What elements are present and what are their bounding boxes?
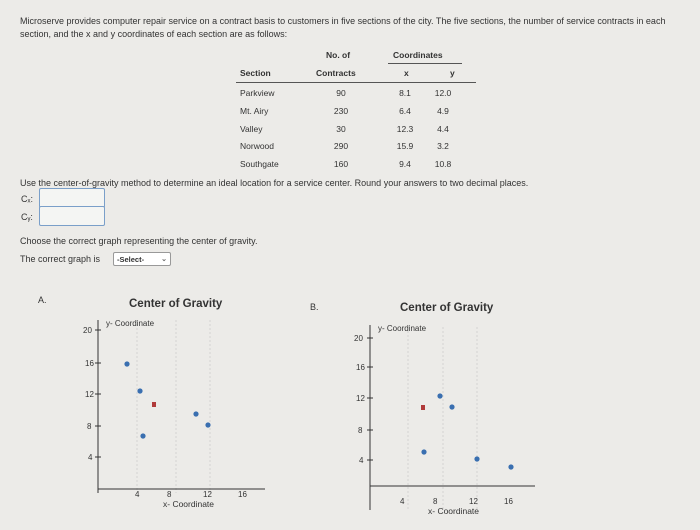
data-point [449,404,454,409]
option-a-graph[interactable] [60,290,290,520]
section-name: Mt. Airy [240,106,269,116]
correct-graph-label: The correct graph is [20,254,101,264]
y-tick-label: 20 [354,334,363,343]
chart-title: Center of Gravity [129,298,223,310]
choose-graph-text: Choose the correct graph representing the center of gravity. [20,236,258,246]
x-tick-label: 16 [504,497,513,506]
contracts-value: 160 [333,159,349,169]
table-header-rule [236,82,476,83]
contracts-value: 90 [336,88,346,98]
x-tick-label: 16 [238,490,247,499]
contracts-value: 290 [333,141,349,151]
x-value: 9.4 [399,159,411,169]
option-b-label: B. [310,302,319,312]
section-name: Parkview [240,88,275,98]
option-b-graph[interactable] [330,295,560,525]
center-point [421,405,425,410]
section-name: Norwood [240,141,275,151]
instruction-text: Use the center-of-gravity method to determine an ideal location for a service center. Round your answers to two decimal places. [20,178,529,188]
y-axis-title: y- Coordinate [378,324,427,333]
x-axis-title: x- Coordinate [163,499,215,509]
y-value: 12.0 [434,88,452,98]
option-a-gridlines [137,320,210,493]
y-tick-label: 16 [356,363,365,372]
y-tick-label: 4 [359,456,364,465]
cy-label: Cᵧ: [21,212,33,222]
data-point [124,361,129,366]
y-tick-label: 12 [85,390,94,399]
header-contracts-bottom: Contracts [316,68,356,78]
y-tick-label: 4 [88,453,93,462]
chart-title: Center of Gravity [400,302,494,314]
x-axis-title: x- Coordinate [428,506,480,516]
option-b-gridlines [408,327,477,510]
cy-input[interactable] [39,206,105,226]
x-tick-label: 4 [400,497,405,506]
contracts-value: 30 [336,124,346,134]
x-tick-label: 8 [433,497,438,506]
x-value: 15.9 [396,141,414,151]
y-tick-label: 20 [83,326,92,335]
cx-input[interactable] [39,188,105,208]
header-x: x [404,68,409,78]
header-contracts-top: No. of [326,50,351,60]
center-point [152,402,156,407]
graph-select-value: -Select- [117,255,145,264]
option-a-axes [95,320,265,493]
data-point [474,456,479,461]
y-tick-label: 16 [85,359,94,368]
data-point [193,411,198,416]
section-name: Valley [240,124,263,134]
x-value: 6.4 [399,106,411,116]
y-tick-label: 8 [87,422,92,431]
data-point [205,422,210,427]
x-tick-label: 12 [203,490,212,499]
section-name: Southgate [240,159,279,169]
x-value: 12.3 [396,124,414,134]
y-tick-label: 8 [358,426,363,435]
contracts-value: 230 [333,106,349,116]
data-point [421,449,426,454]
chevron-down-icon: ⌄ [161,256,167,263]
header-section: Section [240,68,271,78]
data-point [508,464,513,469]
data-point [137,388,142,393]
data-point [437,393,442,398]
x-tick-label: 4 [135,490,140,499]
y-axis-title: y- Coordinate [106,319,155,328]
y-value: 4.4 [437,124,449,134]
y-value: 10.8 [434,159,452,169]
coordinates-underline [388,63,462,64]
graph-select-dropdown[interactable] [113,252,171,266]
header-coordinates: Coordinates [393,50,443,60]
option-b-axes [367,325,535,510]
y-value: 4.9 [437,106,449,116]
x-tick-label: 8 [167,490,172,499]
y-tick-label: 12 [356,394,365,403]
cx-label: Cₓ: [21,194,33,204]
x-tick-label: 12 [469,497,478,506]
x-value: 8.1 [399,88,411,98]
problem-intro: Microserve provides computer repair service on a contract basis to customers in five sections of the city. The five sections, the number of service contracts in each section, and the x and y coordinates of each section are as follows: [20,16,666,39]
option-a-label: A. [38,295,47,305]
header-y: y [450,68,455,78]
data-point [140,433,145,438]
y-value: 3.2 [437,141,449,151]
